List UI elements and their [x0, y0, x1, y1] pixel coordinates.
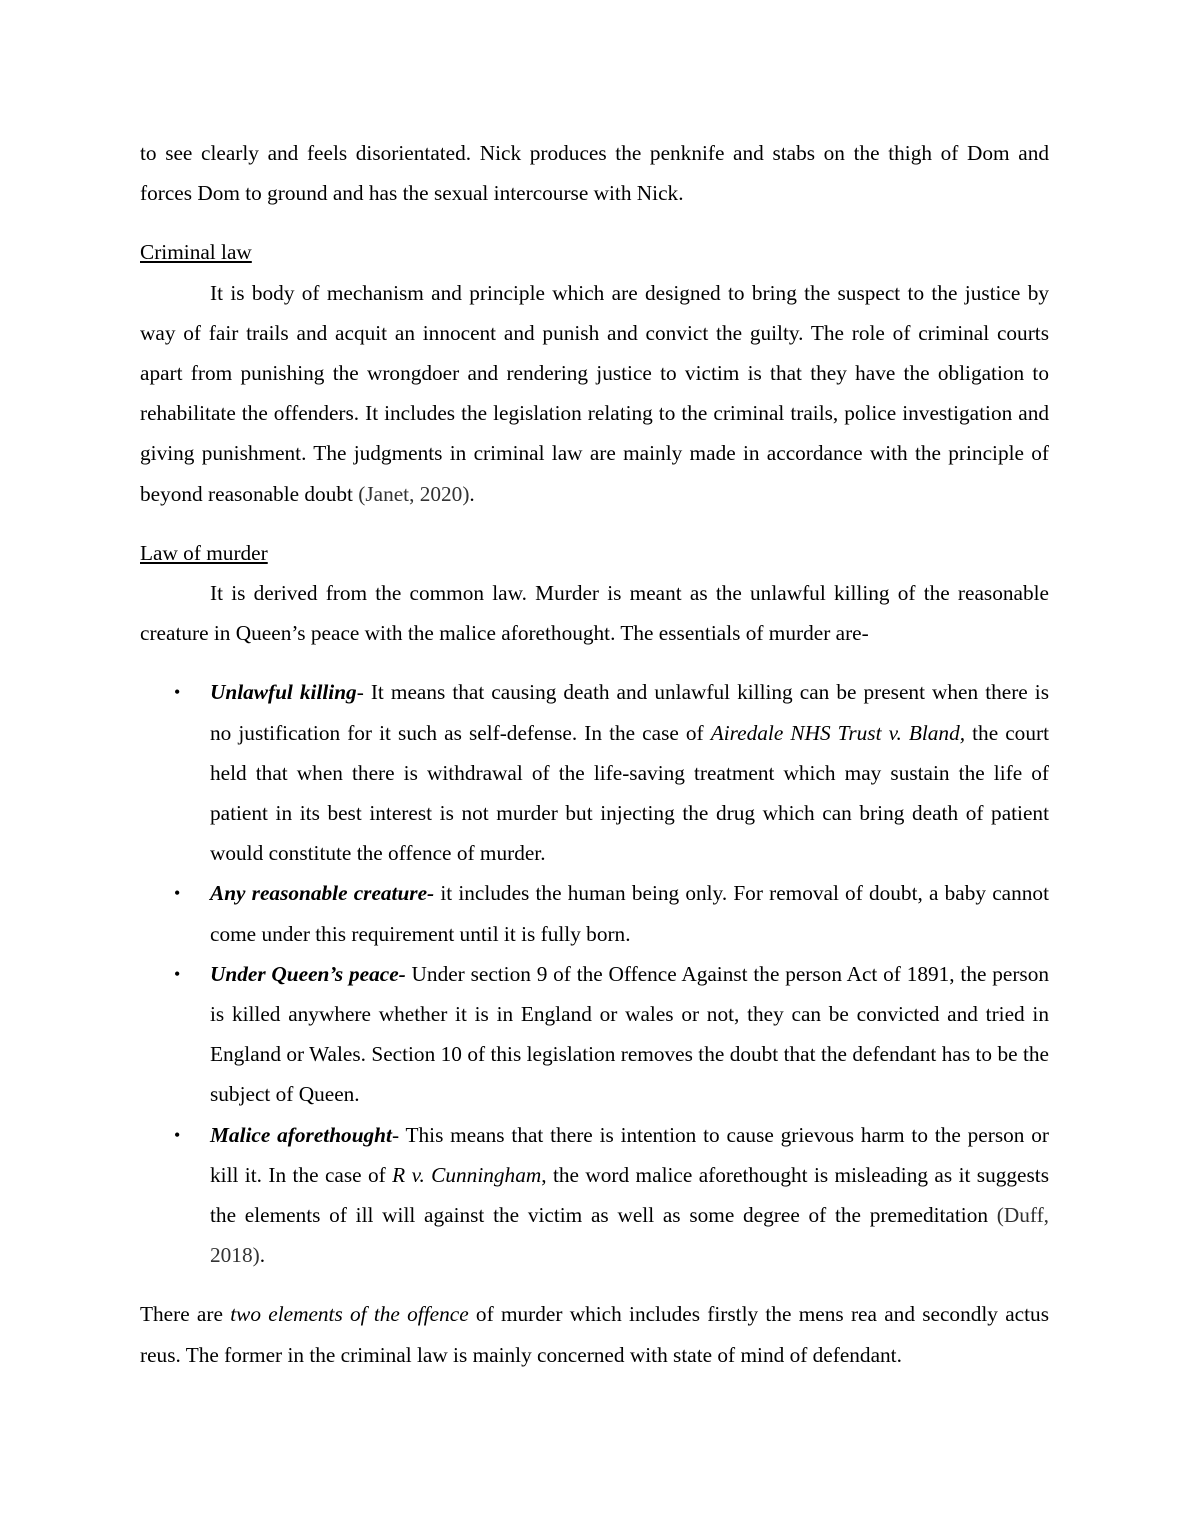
citation-janet: (Janet, 2020)	[358, 481, 470, 506]
emphasis-text: two elements of the offence	[230, 1302, 469, 1327]
law-of-murder-paragraph: It is derived from the common law. Murder is meant as the unlawful killing of the reasonable creature in Queen’s peace with the malice aforethought. The essentials of murder are-	[140, 581, 1049, 646]
criminal-law-heading: Criminal law	[140, 240, 252, 265]
bullet-icon: •	[174, 682, 181, 703]
list-item: • Under Queen’s peace- Under section 9 of the Offence Against the person Act of 1891, the person is killed anywhere whether it is in England or wales or not, they can be convicted and tried in England or Wales. Section 10 of this legislation removes the doubt that the defendant has to be the subject of Queen.	[140, 954, 1049, 1115]
case-name: Airedale NHS Trust v. Bland,	[710, 720, 966, 745]
essential-term: Unlawful killing	[210, 680, 357, 705]
document-page	[140, 133, 1049, 1375]
essential-term: Malice aforethought	[210, 1122, 392, 1147]
law-of-murder-heading: Law of murder	[140, 540, 268, 565]
case-name: R v. Cunningham	[392, 1162, 542, 1187]
elements-paragraph: There are two elements of the offence of murder which includes firstly the mens rea and secondly actus reus. The former in the criminal law is mainly concerned with state of mind of defendant.	[140, 1302, 1049, 1367]
intro-paragraph: to see clearly and feels disorientated. Nick produces the penknife and stabs on the thigh of Dom and forces Dom to ground and has the sexual intercourse with Nick.	[140, 141, 1049, 206]
bullet-icon: •	[174, 1124, 181, 1145]
list-item: • Unlawful killing- It means that causing death and unlawful killing can be present when there is no justification for it such as self-defense. In the case of Airedale NHS Trust v. Bland, the court held that when there is withdrawal of the life-saving treatment which may sustain the life of patient in its best interest is not murder but injecting the drug which can bring death of patient would constitute the offence of murder.	[140, 672, 1049, 873]
bullet-icon: •	[174, 963, 181, 984]
essential-term: Any reasonable creature-	[210, 881, 435, 906]
bullet-icon: •	[174, 883, 181, 904]
essentials-list	[140, 672, 1049, 1275]
list-item: • Malice aforethought- This means that there is intention to cause grievous harm to the person or kill it. In the case of R v. Cunningham, the word malice aforethought is misleading as it suggests the elements of ill will against the victim as well as some degree of the premeditation (Duff, 2018).	[140, 1115, 1049, 1276]
essential-term: Under Queen’s peace-	[210, 961, 406, 986]
citation-duff: (Duff, 2018)	[210, 1203, 1049, 1268]
list-item: • Any reasonable creature- it includes the human being only. For removal of doubt, a baby cannot come under this requirement until it is fully born.	[140, 873, 1049, 953]
criminal-law-paragraph: It is body of mechanism and principle which are designed to bring the suspect to the justice by way of fair trails and acquit an innocent and punish and convict the guilty. The role of criminal courts apart from punishing the wrongdoer and rendering justice to victim is that they have the obligation to rehabilitate the offenders. It includes the legislation relating to the criminal trails, police investigation and giving punishment. The judgments in criminal law are mainly made in accordance with the principle of beyond reasonable doubt (Janet, 2020).	[140, 280, 1049, 506]
